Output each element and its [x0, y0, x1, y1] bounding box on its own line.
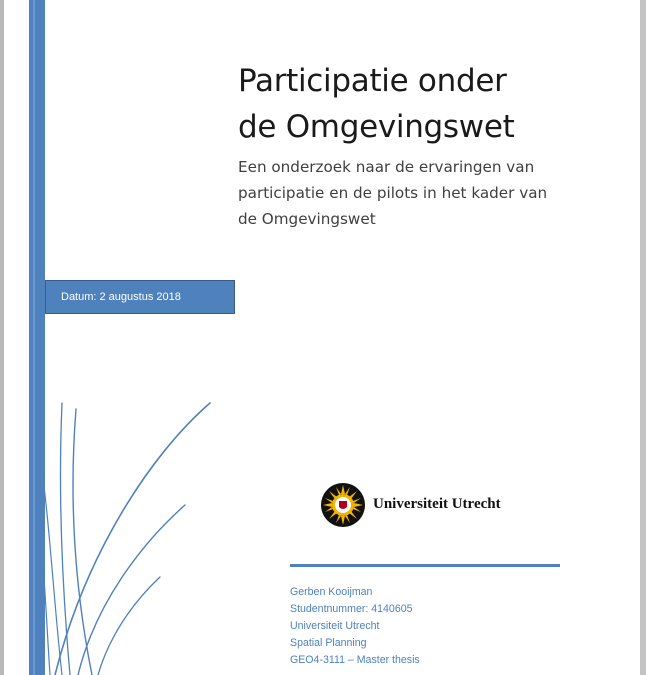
author-program: Spatial Planning — [290, 637, 367, 649]
title-line-1: Participatie onder — [238, 63, 507, 99]
author-university: Universiteit Utrecht — [290, 620, 380, 632]
curve-3 — [98, 577, 160, 675]
curve-1 — [55, 403, 210, 675]
curve-5 — [60, 403, 70, 675]
decorative-curves — [0, 395, 220, 675]
curve-4 — [73, 409, 92, 675]
divider-rule — [290, 564, 560, 567]
curve-2 — [78, 505, 185, 675]
title-line-2: de Omgevingswet — [238, 109, 515, 145]
document-title — [238, 58, 618, 150]
author-name: Gerben Kooijman — [290, 586, 373, 598]
subtitle-line-1: Een onderzoek naar de ervaringen van — [238, 158, 535, 176]
subtitle-line-2: participatie en de pilots in het kader van — [238, 184, 548, 202]
author-course: GEO4-3111 – Master thesis — [290, 654, 420, 666]
page-edge-right — [640, 0, 646, 675]
subtitle-line-3: de Omgevingswet — [238, 210, 376, 228]
student-number: Studentnummer: 4140605 — [290, 603, 413, 615]
author-block — [290, 584, 590, 669]
university-logo-text: Universiteit Utrecht — [373, 496, 501, 512]
document-subtitle — [238, 154, 598, 232]
date-box: Datum: 2 augustus 2018 — [45, 280, 235, 314]
